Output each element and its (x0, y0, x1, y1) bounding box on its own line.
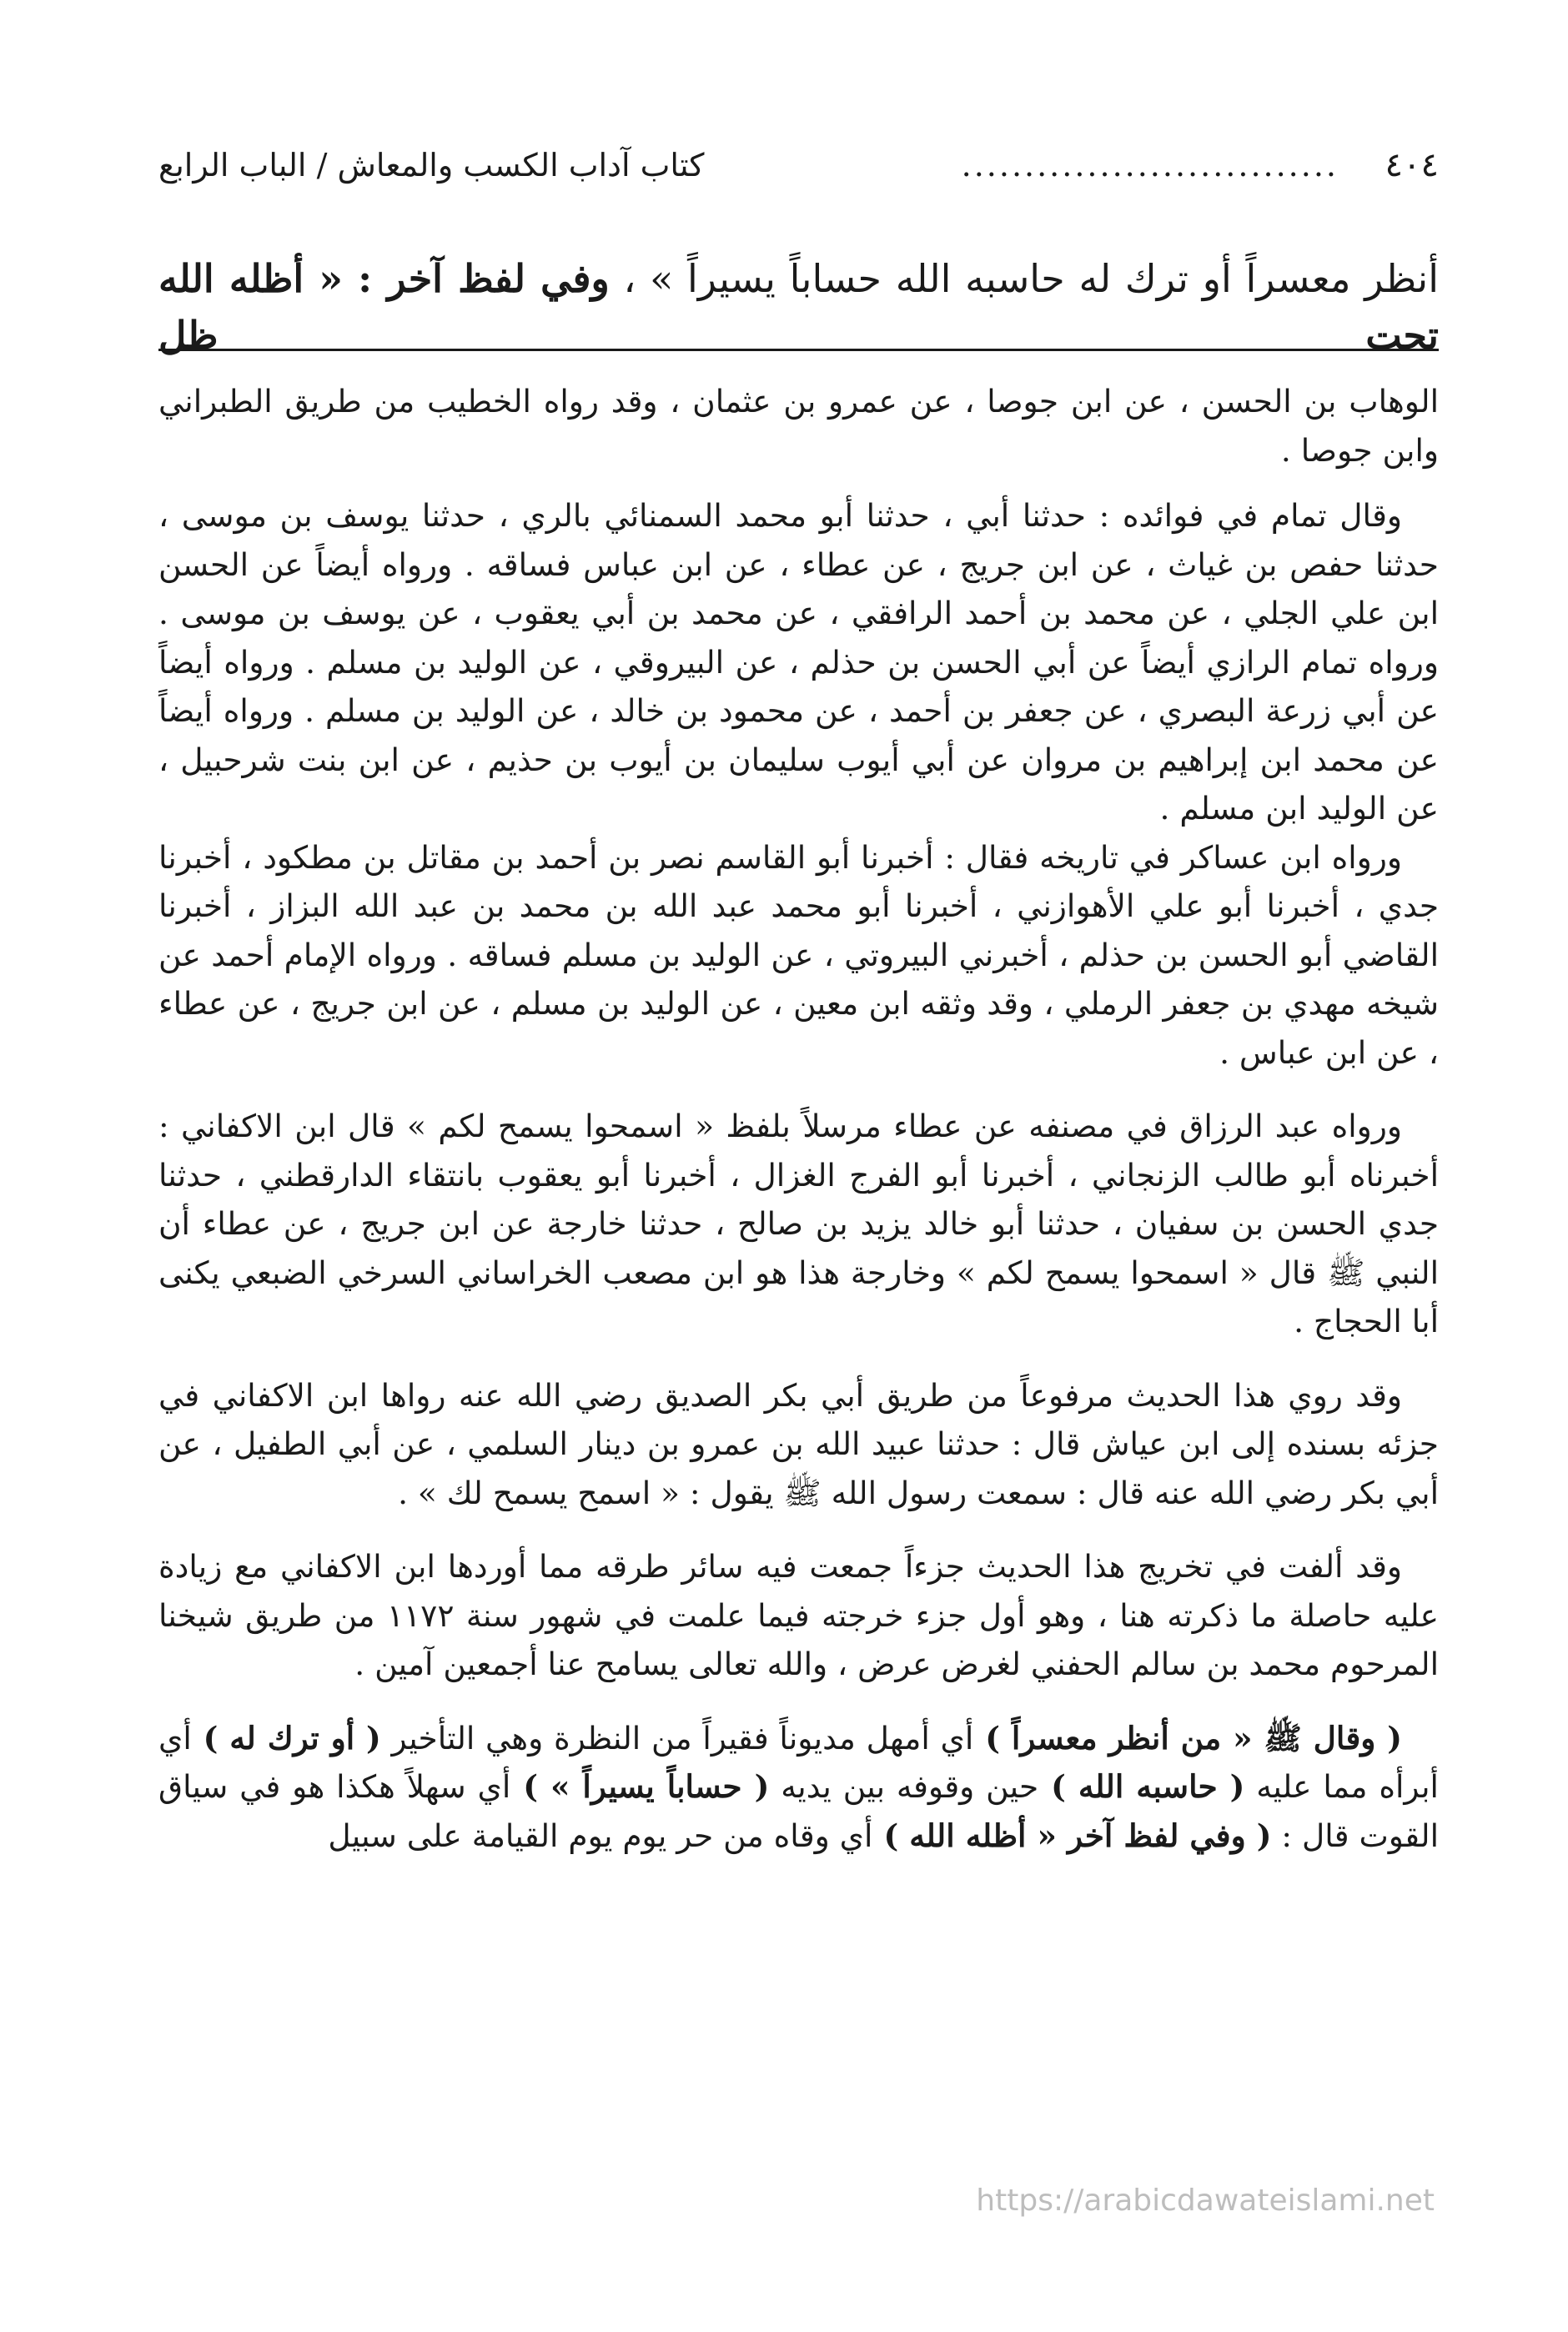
running-header (158, 140, 1439, 190)
footnote-separator (158, 349, 1439, 351)
commentary-text: أي سهلاً هكذا هو في سياق القوت قال : (158, 1768, 1439, 1854)
quoted-matn: ( وفي لفظ آخر « أظله الله ) (872, 1817, 1272, 1854)
footnote-paragraph: وقد روي هذا الحديث مرفوعاً من طريق أبي بكر الصديق رضي الله عنه رواها ابن الاكفاني في جزئه بسنده إلى ابن عياش قال : حدثنا عبيد الله بن عمرو بن دينار السلمي ، عن أبي الطفيل ، عن أبي بكر رضي الله عنه قال : سمعت رسول الله ﷺ يقول : « اسمح يسمح لك » . (158, 1376, 1439, 1511)
commentary-text: أي أبرأه مما عليه (158, 1719, 1439, 1805)
running-title: كتاب آداب الكسب والمعاش / الباب الرابع (158, 147, 705, 183)
footnote-paragraph: الوهاب بن الحسن ، عن ابن جوصا ، عن عمرو بن عثمان ، وقد رواه الخطيب من طريق الطبراني وابن جوصا . (158, 383, 1439, 469)
quoted-matn: ( حساباً يسيراً » ) (510, 1768, 770, 1805)
main-text-line (158, 250, 1439, 364)
footnote-paragraph: وقال تمام في فوائده : حدثنا أبي ، حدثنا أبو محمد السمنائي بالري ، حدثنا يوسف بن موسى ، حدثنا حفص بن غياث ، عن ابن جريج ، عن عطاء ، عن ابن عباس فساقه . ورواه أيضاً عن الحسن ابن علي الجلي ، عن محمد بن أحمد الرافقي ، عن محمد بن أبي يعقوب ، عن يوسف بن موسى . ورواه تمام الرازي أيضاً عن أبي الحسن بن حذلم ، عن البيروقي ، عن الوليد بن مسلم . ورواه أيضاً عن أبي زرعة البصري ، عن جعفر بن أحمد ، عن محمود بن خالد ، عن الوليد بن مسلم . ورواه أيضاً عن محمد ابن إبراهيم بن مروان عن أبي أيوب سليمان بن أيوب بن حذيم ، عن ابن بنت شرحبيل ، عن الوليد ابن مسلم . (158, 497, 1439, 827)
main-text-plain: أنظر معسراً أو ترك له حاسبه الله حساباً يسيراً » ، (609, 256, 1439, 301)
footnote-paragraph: ورواه عبد الرزاق في مصنفه عن عطاء مرسلاً بلفظ « اسمحوا يسمح لكم » قال ابن الاكفاني : أخبرناه أبو طالب الزنجاني ، أخبرنا أبو الفرج الغزال ، أخبرنا أبو يعقوب بانتقاء الدارقطني ، حدثنا جدي الحسن بن سفيان ، حدثنا أبو خالد يزيد بن صالح ، حدثنا خارجة عن ابن جريج ، عن عطاء أن النبي ﷺ قال « اسمحوا يسمح لكم » وخارجة هذا هو ابن مصعب الخراساني السرخي الضبعي يكنى أبا الحجاج . (158, 1108, 1439, 1339)
header-leader-dots: .............................. (961, 147, 1339, 183)
quoted-matn: ( أو ترك له ) (191, 1719, 381, 1757)
commentary-text: حين وقوفه بين يديه (769, 1768, 1039, 1805)
footnotes-block (158, 377, 1439, 1860)
footnote-paragraph: ورواه ابن عساكر في تاريخه فقال : أخبرنا أبو القاسم نصر بن أحمد بن مقاتل بن مطكود ، أخبرنا جدي ، أخبرنا أبو علي الأهوازني ، أخبرنا أبو محمد عبد الله بن محمد بن عبد الله البزاز ، أخبرنا القاضي أبو الحسن بن حذلم ، أخبرني البيروتي ، عن الوليد بن مسلم فساقه . ورواه الإمام أحمد عن شيخه مهدي بن جعفر الرملي ، وقد وثقه ابن معين ، عن الوليد بن مسلم ، عن ابن جريج ، عن عطاء ، عن ابن عباس . (158, 838, 1439, 1071)
footnote-paragraph: وقد ألفت في تخريج هذا الحديث جزءاً جمعت فيه سائر طرقه مما أوردها ابن الاكفاني مع زيادة عليه حاصلة ما ذكرته هنا ، وهو أول جزء خرجته فيما علمت في شهور سنة ١١٧٢ من طريق شيخنا المرحوم محمد بن سالم الحفني لغرض عرض ، والله تعالى يسامح عنا أجمعين آمين . (158, 1548, 1440, 1682)
quoted-matn: ( حاسبه الله ) (1038, 1768, 1245, 1805)
commentary-text: أي أمهل مديوناً فقيراً من النظرة وهي التأخير (380, 1719, 974, 1757)
commentary-text: أي وقاه من حر يوم يوم القيامة على سبيل (328, 1817, 873, 1854)
quoted-matn: ( وقال ﷺ « من أنظر معسراً ) (973, 1719, 1402, 1757)
watermark-url: https://arabicdawateislami.net (976, 2184, 1435, 2218)
main-text-bold: وفي لفظ آخر : « أظله الله تحت ظل (158, 256, 1439, 358)
commentary-paragraph (158, 1714, 1439, 1861)
page-number: ٤٠٤ (1385, 146, 1439, 184)
